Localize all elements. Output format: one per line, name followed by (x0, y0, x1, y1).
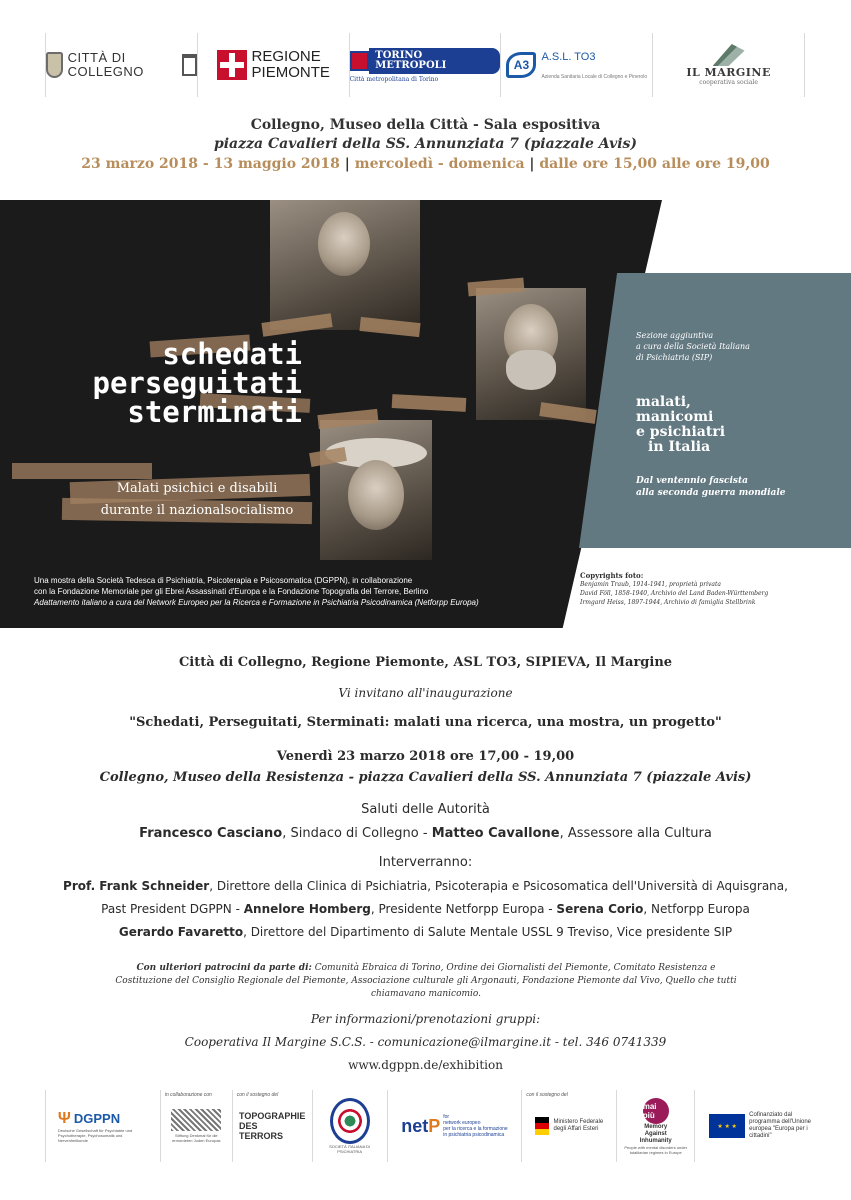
topo-line: DES (239, 1121, 258, 1131)
patronage-list: Comunità Ebraica di Torino, Ordine dei Giornalisti del Piemonte, Comitato Resistenza e Costituzione del Consiglio Regionale del Piemonte, Associazione culturale gli Argonauti, Fondazione Piemonte dal Vivo, Quello che tutti chiamavano manicomio. (115, 963, 737, 999)
section-title-line: malati, (636, 394, 691, 410)
torino-logo-text: TORINO METROPOLI (369, 48, 500, 74)
section-note (636, 330, 836, 363)
copyright-line: Irmgard Heiss, 1897-1944, Archivio di famiglia Stellbrink (580, 599, 756, 606)
eu-text: europea "Europa per i (749, 1126, 808, 1132)
topo-line: TERRORS (239, 1131, 284, 1141)
website-link[interactable]: www.dgppn.de/exhibition (348, 1058, 503, 1072)
stiftung-logo-sub: Stiftung Denkmal für die ermordeten Juden Europas (172, 1133, 221, 1143)
piemonte-line1: REGIONE (251, 48, 321, 65)
margine-mark-icon (713, 44, 745, 66)
exhibition-subtitle-line1: Malati psichici e disabili (116, 481, 278, 496)
speaker-name: Annelore Homberg (243, 902, 371, 916)
netf-text: for (443, 1114, 450, 1120)
photo-copyrights (580, 571, 850, 607)
collegno-logo-text: CITTÀ DI COLLEGNO (67, 50, 144, 79)
section-title-line: manicomi (636, 409, 714, 425)
exhibition-credit (34, 575, 554, 608)
copyright-line: Benjamin Traub, 1914-1941, proprietà privata (580, 581, 721, 588)
credit-line: Adattamento italiano a cura del Network Europeo per la Ricerca e Formazione in Psichiatria Psicodinamica (Netforpp Europa) (34, 598, 479, 607)
collegno-crest-icon (46, 52, 63, 78)
photo-boy (270, 200, 420, 330)
section-title-line: in Italia (648, 439, 711, 455)
netf-mark-text: P (428, 1115, 441, 1136)
maeci-text: degli Affari Esteri (553, 1126, 599, 1132)
dgppn-logo-text: DGPPN (73, 1111, 121, 1126)
section-note-line: di Psichiatria (SIP) (636, 353, 713, 362)
separator: | (344, 156, 350, 172)
netf-mark-text: net (401, 1115, 429, 1136)
eu-flag-icon: ★ ★ ★ (709, 1114, 745, 1138)
netforpp-mark-icon (401, 1116, 440, 1137)
logo-regione-piemonte (198, 33, 350, 97)
torino-mark-icon (350, 51, 370, 71)
section-note-line: Sezione aggiuntiva (636, 331, 714, 340)
info-heading: Per informazioni/prenotazioni gruppi: (310, 1012, 541, 1026)
netf-text: network europeo (443, 1120, 481, 1126)
top-logo-strip (45, 33, 805, 97)
bottom-logo-strip (45, 1090, 825, 1162)
speaker-role: , Direttore del Dipartimento di Salute Mentale USSL 9 Treviso, Vice presidente SIP (243, 925, 733, 939)
maeci-text: Ministero Federale (553, 1119, 604, 1125)
title-line: perseguitati (92, 366, 302, 400)
speaker-name: Matteo Cavallone (431, 826, 560, 841)
event-place: Collegno, Museo della Resistenza - piazza Cavalieri della SS. Annunziata 7 (piazzale Avis) (99, 770, 752, 785)
asl-logo-sub: Azienda Sanitaria Locale di Collegno e Pinerolo (541, 74, 648, 80)
support-label: con il sostegno del (236, 1092, 279, 1098)
mai-text: Memory (644, 1123, 668, 1130)
event-date: Venerdì 23 marzo 2018 ore 17,00 - 19,00 (276, 749, 575, 764)
section-note-line: a cura della Società Italiana (636, 342, 750, 351)
speakers-line (0, 902, 851, 916)
speakers-heading: Interverranno: (378, 855, 473, 870)
asl-logo-text: A.S.L. TO3 (541, 51, 596, 63)
date-range: 23 marzo 2018 - 13 maggio 2018 (81, 156, 340, 172)
speaker-role: , Assessore alla Cultura (559, 826, 712, 841)
patronage-label: Con ulteriori patrocini da parte di: (136, 963, 312, 973)
section-subtitle-line: alla seconda guerra mondiale (636, 488, 786, 498)
logo-topographie (233, 1090, 313, 1162)
photo-woman-hat (320, 420, 432, 560)
speaker-role: , Sindaco di Collegno - (282, 826, 432, 841)
speakers-line (0, 925, 851, 939)
opening-days: mercoledì - domenica (354, 156, 525, 172)
netf-text: in psichiatria psicodinamica (443, 1132, 505, 1138)
asl-mark-icon: A3 (506, 52, 536, 78)
logo-eu (695, 1090, 825, 1162)
netf-text: per la ricerca e la formazione (443, 1126, 508, 1132)
speaker-name: Gerardo Favaretto (118, 925, 244, 939)
psi-icon: Ψ (57, 1109, 71, 1127)
invite-text: Vi invitano all'inaugurazione (338, 686, 513, 700)
logo-sip (313, 1090, 388, 1162)
credit-line: Una mostra della Società Tedesca di Psichiatria, Psicoterapia e Psicosomatica (DGPPN), in collaborazione (34, 576, 413, 585)
logo-collegno (46, 33, 198, 97)
greetings: Saluti delle Autorità (361, 802, 490, 817)
exhibition-banner (0, 200, 851, 630)
logo-asl-to3 (501, 33, 653, 97)
logo-il-margine (653, 33, 804, 97)
exhibition-dates (0, 156, 851, 172)
exhibition-title (32, 337, 302, 429)
authorities-line (0, 826, 851, 841)
logo-dgppn (46, 1090, 161, 1162)
german-flag-icon (535, 1117, 549, 1135)
opening-hours: dalle ore 15,00 alle ore 19,00 (539, 156, 770, 172)
speakers-line (0, 879, 851, 893)
photo-bearded-man (476, 288, 586, 420)
logo-netforpp (388, 1090, 523, 1162)
stiftung-mark-icon (171, 1109, 221, 1131)
topo-line: TOPOGRAPHIE (239, 1111, 306, 1121)
section-subtitle-line: Dal ventennio fascista (636, 476, 748, 486)
speaker-name: Francesco Casciano (139, 826, 283, 841)
castle-icon (182, 54, 197, 76)
section-title (636, 395, 836, 455)
eu-text: programma dell'Unione (749, 1119, 811, 1125)
piemonte-line2: PIEMONTE (251, 64, 330, 81)
exhibition-venue: Collegno, Museo della Città - Sala espositiva (250, 117, 601, 133)
torino-logo-sub: Città metropolitana di Torino (349, 75, 439, 83)
eu-text: Cofinanziato dal (749, 1112, 793, 1118)
organizers: Città di Collegno, Regione Piemonte, ASL TO3, SIPIEVA, Il Margine (178, 655, 673, 670)
sip-logo-sub: SOCIETÀ ITALIANA DI PSICHIATRIA (329, 1144, 371, 1154)
event-title: "Schedati, Perseguitati, Sterminati: malati una ricerca, una mostra, un progetto" (129, 715, 722, 730)
exhibition-address: piazza Cavalieri della SS. Annunziata 7 (piazzale Avis) (213, 136, 638, 152)
logo-mai-piu (617, 1090, 695, 1162)
margine-logo-sub: cooperativa sociale (699, 79, 758, 86)
sip-mark-icon (330, 1098, 370, 1144)
mai-text: Inhumanity (639, 1137, 672, 1144)
exhibition-subtitle-line2: durante il nazionalsocialismo (100, 503, 294, 518)
logo-stiftung (161, 1090, 233, 1162)
collab-label: in collaborazione con (164, 1092, 212, 1098)
separator: | (529, 156, 535, 172)
title-line: sterminati (127, 395, 302, 429)
speaker-role: Past President DGPPN - (101, 902, 244, 916)
speaker-role: , Netforpp Europa (643, 902, 750, 916)
piemonte-shield-icon (217, 50, 247, 80)
speaker-name: Prof. Frank Schneider (63, 879, 210, 893)
logo-auswaertiges-amt (522, 1090, 617, 1162)
subtitle-tape-strip (12, 463, 152, 479)
copyright-line: David Föll, 1858-1940, Archivio del Land Baden-Württemberg (580, 590, 769, 597)
info-contact: Cooperativa Il Margine S.C.S. - comunicazione@ilmargine.it - tel. 346 0741339 (184, 1035, 667, 1049)
title-line: schedati (162, 337, 302, 371)
mai-text: Against (644, 1130, 667, 1137)
speaker-name: Serena Corio (556, 902, 644, 916)
margine-logo-text: IL MARGINE (686, 66, 771, 79)
support-label: con il sostegno del (526, 1092, 568, 1098)
patronage-text (110, 962, 742, 1001)
mai-logo-sub: People with mental disorders under totalitarian regimes in Europe (624, 1144, 688, 1155)
copyright-title: Copyrights foto: (580, 571, 644, 580)
credit-line: con la Fondazione Memoriale per gli Ebrei Assassinati d'Europa e la Fondazione Topografia del Terrore, Berlino (34, 587, 429, 596)
speaker-role: , Presidente Netforpp Europa - (370, 902, 557, 916)
logo-torino-metropoli (350, 33, 502, 97)
dgppn-logo-sub: Deutsche Gesellschaft für Psychiatrie und Psychotherapie, Psychosomatik und Nervenheilkunde (57, 1127, 133, 1143)
section-subtitle (636, 475, 846, 499)
speaker-role: , Direttore della Clinica di Psichiatria, Psicoterapia e Psicosomatica dell'Università di Aquisgrana, (209, 879, 788, 893)
mai-piu-mark-icon: mai più (643, 1098, 669, 1124)
section-title-line: e psichiatri (636, 424, 726, 440)
eu-text: cittadini" (749, 1133, 772, 1139)
